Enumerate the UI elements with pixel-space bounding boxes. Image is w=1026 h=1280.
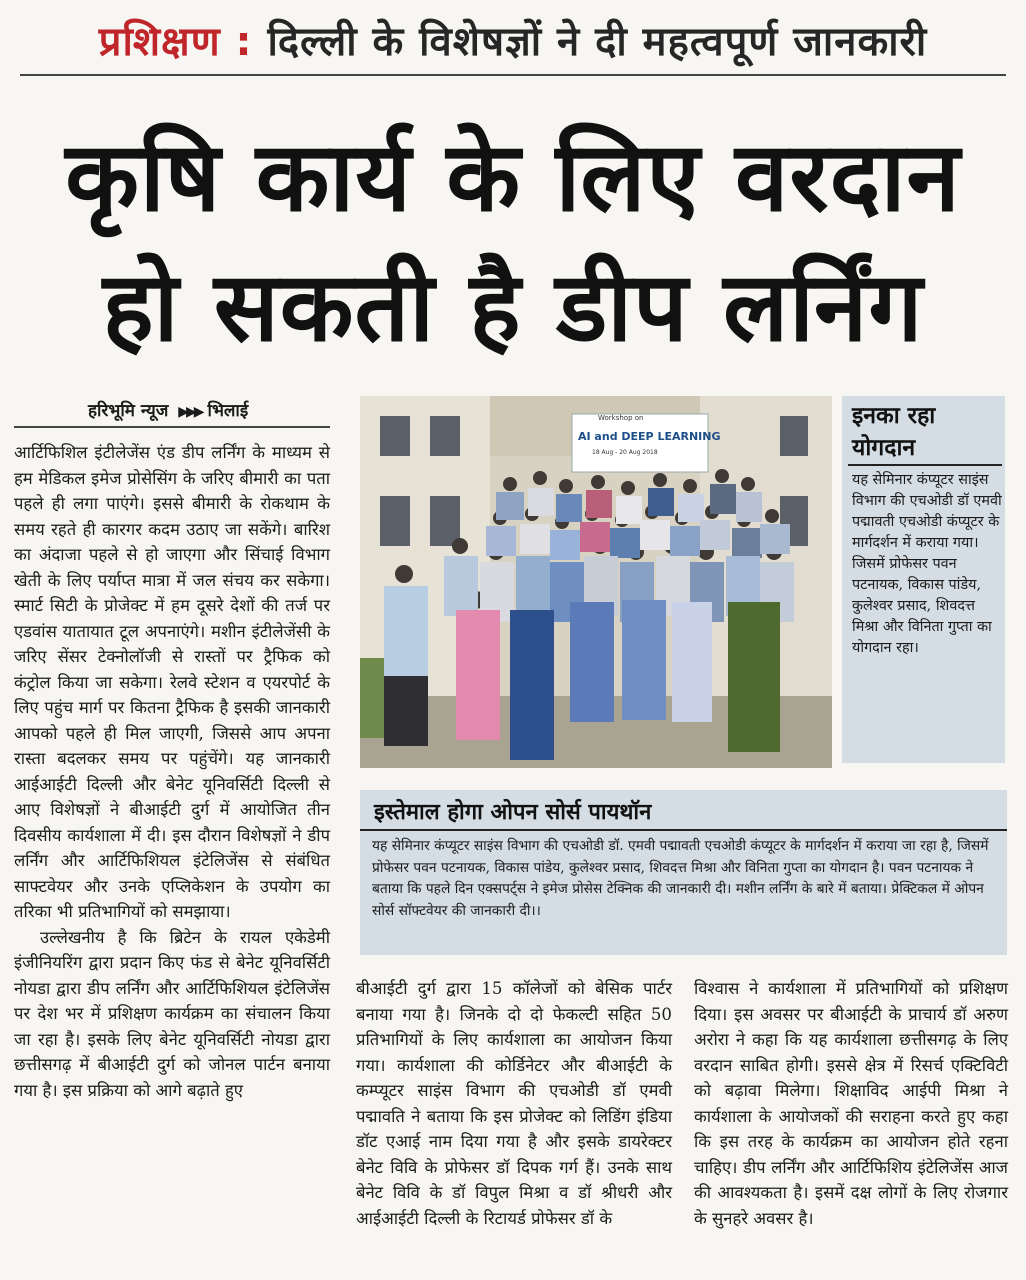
kicker-title: दिल्ली के विशेषज्ञों ने दी महत्वपूर्ण जानकारी [267,19,928,65]
headline-line-1: कृषि कार्य के लिए वरदान [65,121,961,233]
python-info-box-rule [360,829,1007,831]
article-column-1 [14,440,330,1103]
headline-line-2: हो सकती है डीप लर्निंग [102,251,924,363]
article-column-3-text: विश्वास ने कार्यशाला में प्रतिभागियों को प्रशिक्षण दिया। इस अवसर पर बीआईटी के प्राचार्य डॉ अरुण अरोरा ने कहा कि यह कार्यशाला छत्तीसगढ़ के लिए वरदान साबित होगी। इससे क्षेत्र में रिसर्च एक्टिविटी को बढ़ावा मिलेगा। शिक्षाविद आईपी मिश्रा ने कार्यशाला के आयोजकों की सराहना करते हुए कहा कि इस तरह के कार्यक्रम का आयोजन होते रहना चाहिए। डीप लर्निंग और आर्टिफिशिय इंटेलिजेंस आज की आवश्यकता है। इसमें दक्ष लोगों के लिए रोजगार के सुनहरे अवसर है। [694,979,1008,1228]
contribution-box-body: यह सेमिनार कंप्यूटर साइंस विभाग की एचओडी डॉ एमवी पद्मावती एचओडी कंप्यूटर के मार्गदर्शन में कराया गया। जिसमें प्रोफेसर पवन पटनायक, विकास पांडेय, कुलेश्वर प्रसाद, शिवदत्त मिश्रा और विनिता गुप्ता का योगदान रहा। [852,472,1002,656]
article-paragraph-2: उल्लेखनीय है कि ब्रिटेन के रायल एकेडेमी इंजीनियरिंग द्वारा प्रदान किए फंड से बेनेट यूनिवर्सिटी नोयडा द्वारा डीप लर्निंग और आर्टिफिशियल इंटेलिजेंस पर देश भर में प्रशिक्षण कार्यक्रम का संचालन किया जा रहा है। इसके लिए बेनेट यूनिवर्सिटी नोयडा द्वारा छत्तीसगढ़ में बीआईटी दुर्ग को जोनल पार्टन बनाया गया है। इस प्रक्रिया को आगे बढ़ाते हुए [14,927,330,1100]
contribution-box-rule [848,464,1002,466]
group-photo-illustration [360,396,832,768]
byline-source: हरिभूमि न्यूज [88,401,169,421]
python-info-box-body: यह सेमिनार कंप्यूटर साइंस विभाग की एचओडी डॉ. एमवी पद्मावती एचओडी कंप्यूटर के मार्गदर्शन में कराया जा रहा है, जिसमें प्रोफेसर पवन पटनायक, विकास पांडेय, कुलेश्वर प्रसाद, शिवदत्त मिश्रा और विनिता गुप्ता का योगदान है। पवन पटनायक ने बताया कि पहले दिन एक्सपर्ट्स ने इमेज प्रोसेस टेक्निक की जानकारी दी। मशीन लर्निंग के बारे में बताया। प्रेक्टिकल में ओपन सोर्स सॉफ्टवेयर की जानकारी दी।। [372,838,989,919]
byline [88,398,248,421]
contribution-box [842,396,1005,763]
article-column-2-text: बीआईटी दुर्ग द्वारा 15 कॉलेजों को बेसिक पार्टर बनाया गया है। जिनके दो दो फेकल्टी सहित 50 प्रतिभागियों के लिए कार्यशाला का आयोजन किया गया। कार्यशाला की कोर्डिनेटर और बीआईटी के कम्प्यूटर साइंस विभाग की एचओडी डॉ एमवी पद्मावति ने बताया कि इस प्रोजेक्ट को लिडिंग इंडिया डॉट एआई नाम दिया गया है और इसके डायरेक्टर बेनेट विवि के प्रोफेसर डॉ दिपक गर्ग हैं। उनके साथ बेनेट विवि के डॉ विपुल मिश्रा व डॉ श्रीधरी और आईआईटी दिल्ली के रिटायर्ड प्रोफेसर डॉ के [356,979,672,1228]
contribution-box-title: इनका रहा योगदान [852,403,936,461]
article-column-2 [356,976,672,1231]
byline-place: भिलाई [207,401,249,421]
kicker-line [0,12,1026,67]
kicker-rule [20,74,1006,76]
kicker-tag: प्रशिक्षण : [98,19,253,65]
group-photo [360,396,832,768]
banner-small-text: Workshop on [598,414,644,422]
python-info-box-title: इस्तेमाल होगा ओपन सोर्स पायथॉन [374,800,652,825]
article-column-3 [694,976,1008,1231]
banner-date-text: 18 Aug - 20 Aug 2018 [592,449,658,456]
play-arrows-icon: ▶▶▶ [178,404,202,420]
article-paragraph-1: आर्टिफिशिल इंटीलेजेंस एंड डीप लर्निंग के माध्यम से हम मेडिकल इमेज प्रोसेसिंग के जरिए बीमारी का पता पहले ही लगा पाएंगे। इससे बीमारी के रोकथाम के समय रहते ही कारगर कदम उठाए जा सकेंगे। बारिश का अंदाजा पहले से हो जाएगा और सिंचाई विभाग खेती के लिए पर्याप्त मात्रा में जल संचय कर सकेगा। स्मार्ट सिटी के प्रोजेक्ट में हम दूसरे देशों की तर्ज पर एडवांस यातायात टूल अपनाएंगे। मशीन इंटीलेजेंसी के जरिए सेंसर टेक्नोलॉजी से रास्तों पर ट्रैफिक को कंट्रोल किया जा सकेगा। रेलवे स्टेशन व एयरपोर्ट के लिए पहुंच मार्ग पर कितना ट्रैफिक है इसकी जानकारी आपको पहले ही मिल जाएगी, जिससे आप अपना रास्ता बदलकर समय पर पहुंचेंगे। यह जानकारी आईआईटी दिल्ली और बेनेट यूनिवर्सिटी दिल्ली से आए विशेषज्ञों ने बीआईटी दुर्ग में आयोजित तीन दिवसीय कार्यशाला में दी। इस दौरान विशेषज्ञों ने डीप लर्निंग और आर्टिफिशियल इंटेलिजेंस से संबंधित साफ्टवेयर और उनके एप्लिकेशन के उपयोग का तरिका भी प्रतिभागियों को समझाया। [14,443,330,921]
python-info-box [360,790,1007,955]
byline-rule [14,426,330,428]
banner-title-text: AI and DEEP LEARNING [578,430,721,443]
